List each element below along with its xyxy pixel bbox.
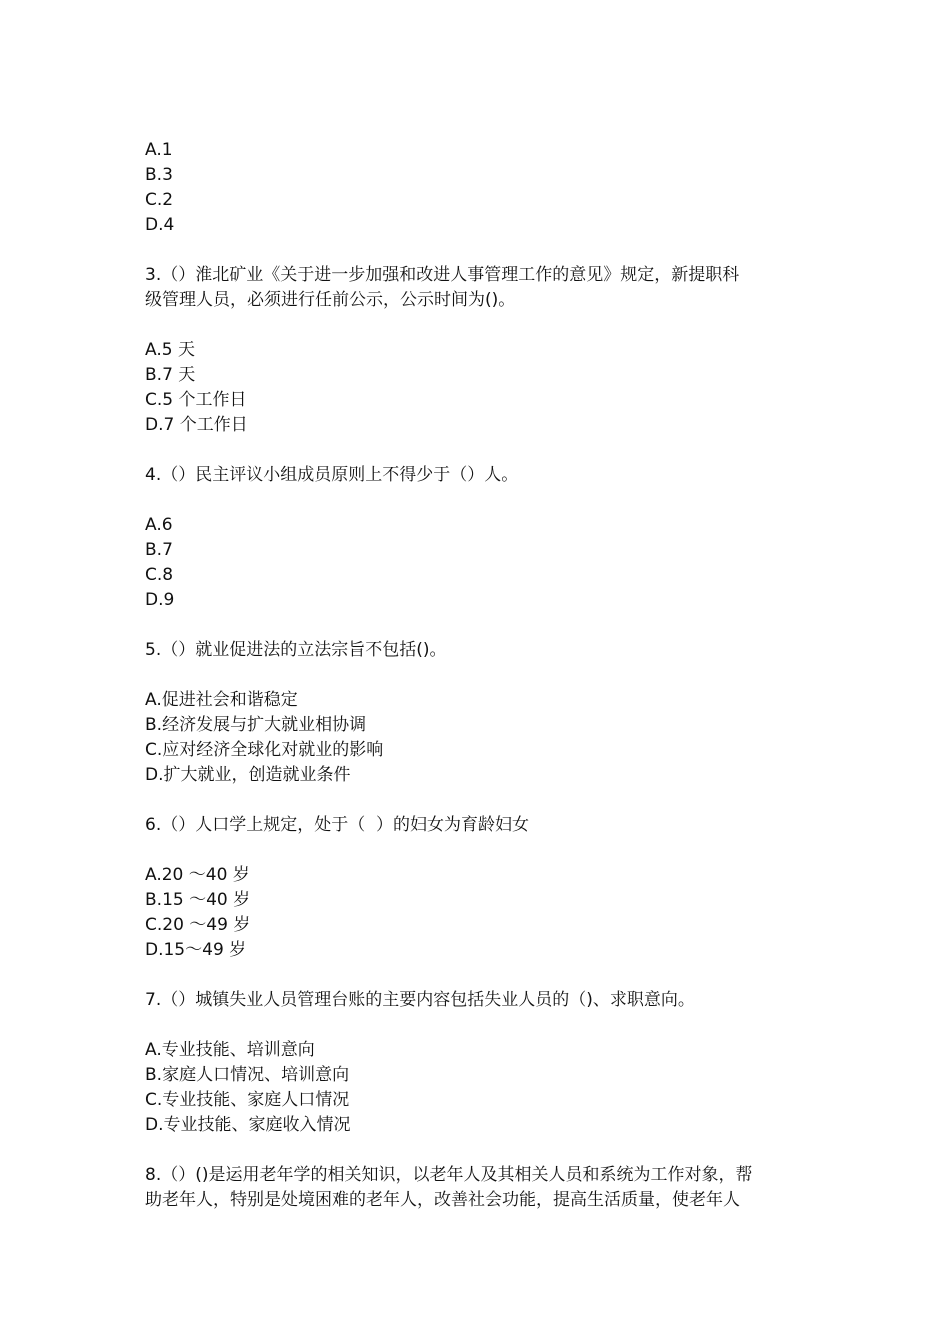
option: A.专业技能、培训意向: [145, 1040, 315, 1060]
option: D.9: [145, 590, 175, 610]
question-8: [145, 1163, 815, 1213]
question-text: 6.（）人口学上规定，处于（ ）的妇女为育龄妇女: [145, 815, 530, 835]
option: D.4: [145, 215, 175, 235]
option: D.15～49 岁: [145, 940, 247, 960]
option: A.20 ～40 岁: [145, 865, 250, 885]
options: [145, 688, 815, 788]
option: D.7 个工作日: [145, 415, 248, 435]
question-text: 级管理人员，必须进行任前公示，公示时间为()。: [145, 290, 516, 310]
option: B.7: [145, 540, 173, 560]
option: C.8: [145, 565, 174, 585]
option: C.专业技能、家庭人口情况: [145, 1090, 350, 1110]
question-7: [145, 988, 815, 1138]
question-text: 3.（）淮北矿业《关于进一步加强和改进人事管理工作的意见》规定，新提职科: [145, 265, 740, 285]
option: D.专业技能、家庭收入情况: [145, 1115, 351, 1135]
question-5: [145, 638, 815, 788]
option: A.6: [145, 515, 173, 535]
option: A.1: [145, 140, 173, 160]
leading-options: [145, 138, 815, 238]
question-4: [145, 463, 815, 613]
option: B.经济发展与扩大就业相协调: [145, 715, 367, 735]
options: [145, 513, 815, 613]
option: B.7 天: [145, 365, 196, 385]
options: [145, 1038, 815, 1138]
document-content: [145, 138, 815, 1213]
question-text: 4.（）民主评议小组成员原则上不得少于（）人。: [145, 465, 519, 485]
option: C.5 个工作日: [145, 390, 247, 410]
options: [145, 863, 815, 963]
options: [145, 338, 815, 438]
option: B.家庭人口情况、培训意向: [145, 1065, 350, 1085]
question-text: 5.（）就业促进法的立法宗旨不包括()。: [145, 640, 447, 660]
option: C.应对经济全球化对就业的影响: [145, 740, 384, 760]
option: A.促进社会和谐稳定: [145, 690, 298, 710]
option: B.15 ～40 岁: [145, 890, 251, 910]
question-text: 助老年人，特别是处境困难的老年人，改善社会功能，提高生活质量，使老年人: [145, 1190, 740, 1210]
question-3: [145, 263, 815, 438]
option: C.2: [145, 190, 174, 210]
question-text: 7.（）城镇失业人员管理台账的主要内容包括失业人员的（)、求职意向。: [145, 990, 695, 1010]
option: B.3: [145, 165, 173, 185]
option: A.5 天: [145, 340, 195, 360]
question-text: 8.（）()是运用老年学的相关知识，以老年人及其相关人员和系统为工作对象，帮: [145, 1165, 753, 1185]
question-6: [145, 813, 815, 963]
option: C.20 ～49 岁: [145, 915, 251, 935]
option: D.扩大就业，创造就业条件: [145, 765, 351, 785]
